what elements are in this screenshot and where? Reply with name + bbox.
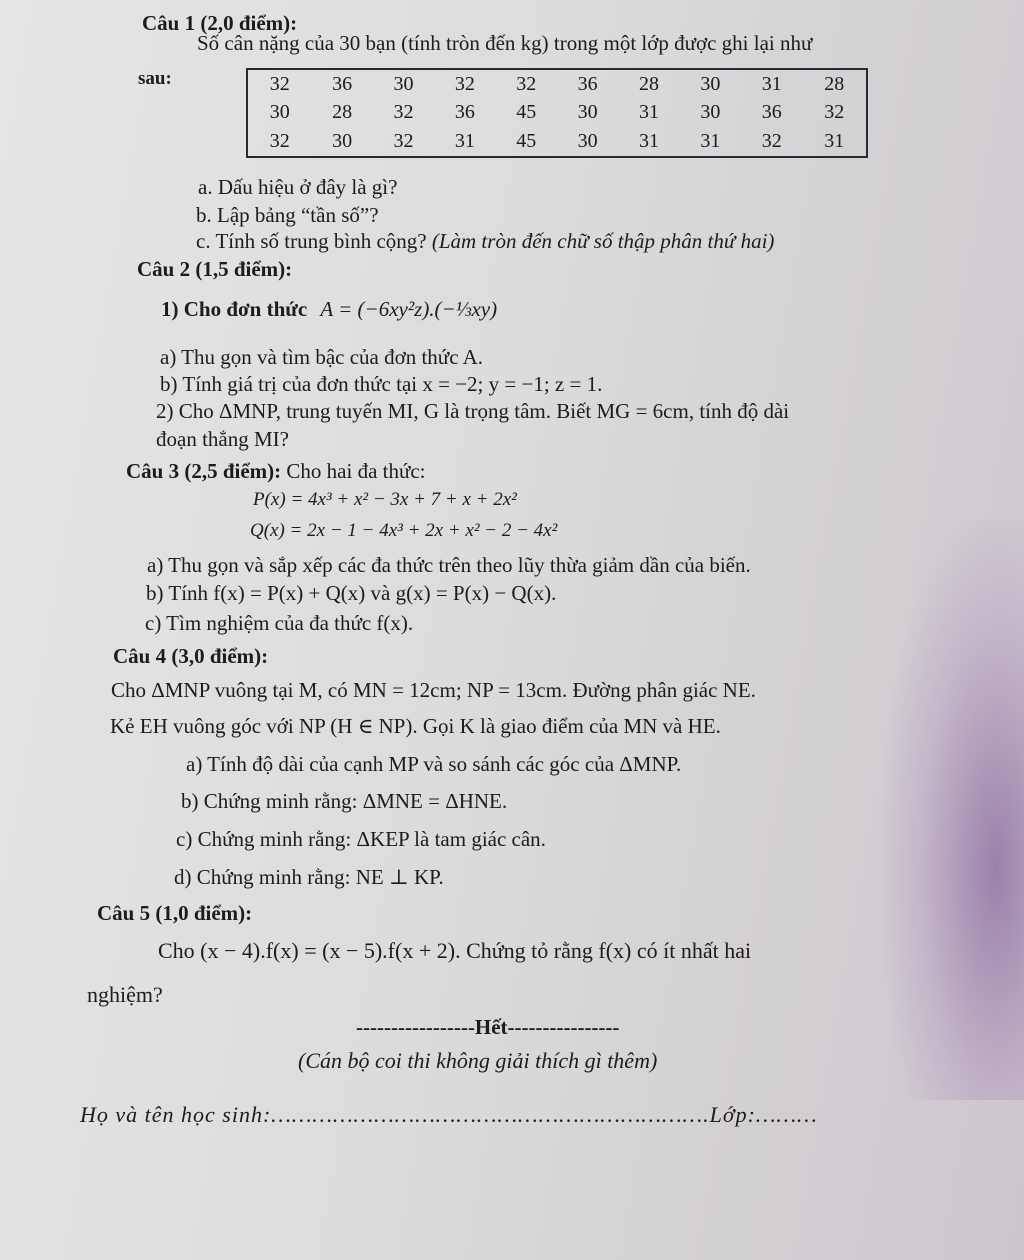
q4-title: Câu 4 (3,0 điểm): bbox=[113, 644, 269, 668]
table-row bbox=[247, 69, 867, 99]
q2-p1 bbox=[161, 296, 497, 322]
table-cell: 30 bbox=[700, 101, 721, 124]
q1-part-a: a. Dấu hiệu ở đây là gì? bbox=[198, 175, 398, 199]
q5-line1: Cho (x − 4).f(x) = (x − 5).f(x + 2). Chứng tỏ rằng f(x) có ít nhất hai bbox=[158, 938, 752, 963]
q3-poly-Q: Q(x) = 2x − 1 − 4x³ + 2x + x² − 2 − 4x² bbox=[250, 520, 558, 541]
q2-title: Câu 2 (1,5 điểm): bbox=[137, 257, 293, 281]
q3-part-a: a) Thu gọn và sắp xếp các đa thức trên theo lũy thừa giảm dần của biến. bbox=[147, 553, 751, 577]
table-cell: 45 bbox=[516, 101, 537, 124]
q1-intro: Số cân nặng của 30 bạn (tính tròn đến kg) trong một lớp được ghi lại như bbox=[197, 31, 813, 55]
q2-p1-expression: A = (−6xy²z).(−⅓xy) bbox=[320, 297, 498, 321]
q2-part-a: a) Thu gọn và tìm bậc của đơn thức A. bbox=[160, 345, 484, 369]
table-cell: 36 bbox=[577, 72, 598, 95]
table-cell: 30 bbox=[700, 72, 721, 95]
q5-line2: nghiệm? bbox=[87, 982, 163, 1007]
proctor-note: (Cán bộ coi thi không giải thích gì thêm) bbox=[298, 1048, 658, 1073]
table-cell: 28 bbox=[824, 72, 845, 95]
table-cell: 36 bbox=[761, 101, 782, 124]
q4-line1: Cho ΔMNP vuông tại M, có MN = 12cm; NP = 13cm. Đường phân giác NE. bbox=[111, 678, 756, 702]
q4-part-b: b) Chứng minh rằng: ΔMNE = ΔHNE. bbox=[181, 789, 508, 813]
table-cell: 30 bbox=[577, 130, 598, 153]
q4-line2: Kẻ EH vuông góc với NP (H ∈ NP). Gọi K là giao điểm của MN và HE. bbox=[110, 714, 721, 738]
table-cell: 31 bbox=[639, 130, 660, 153]
end-marker: -----------------Hết---------------- bbox=[356, 1015, 620, 1039]
table-cell: 30 bbox=[332, 130, 353, 153]
table-cell: 28 bbox=[639, 72, 660, 95]
student-name-line: Họ và tên học sinh:……………………………………………………….Lớp:……… bbox=[80, 1102, 818, 1127]
table-cell: 28 bbox=[332, 101, 353, 124]
table-cell: 30 bbox=[393, 72, 414, 95]
table-cell: 45 bbox=[516, 130, 537, 153]
q3-heading bbox=[126, 458, 426, 484]
q5-title: Câu 5 (1,0 điểm): bbox=[97, 901, 253, 925]
table-row bbox=[247, 127, 867, 157]
table-cell: 30 bbox=[269, 101, 290, 124]
q2-p2-line2: đoạn thẳng MI? bbox=[156, 427, 289, 451]
table-cell: 32 bbox=[393, 101, 414, 124]
table-cell: 30 bbox=[577, 101, 598, 124]
table-cell: 32 bbox=[393, 130, 414, 153]
q3-part-c: c) Tìm nghiệm của đa thức f(x). bbox=[145, 611, 414, 635]
q1-part-c-note: (Làm tròn đến chữ số thập phân thứ hai) bbox=[431, 229, 775, 253]
q4-part-d: d) Chứng minh rằng: NE ⊥ KP. bbox=[174, 865, 444, 889]
q1-part-b: b. Lập bảng “tần số”? bbox=[196, 203, 379, 227]
table-cell: 32 bbox=[269, 130, 290, 153]
table-cell: 31 bbox=[454, 130, 475, 153]
q1-part-c bbox=[196, 228, 774, 254]
table-cell: 32 bbox=[824, 101, 845, 124]
q2-p2-line1: 2) Cho ΔMNP, trung tuyến MI, G là trọng tâm. Biết MG = 6cm, tính độ dài bbox=[156, 399, 790, 423]
table-row bbox=[247, 99, 867, 128]
q4-part-a: a) Tính độ dài của cạnh MP và so sánh các góc của ΔMNP. bbox=[186, 752, 682, 776]
table-cell: 31 bbox=[761, 72, 782, 95]
table-cell: 31 bbox=[700, 130, 721, 153]
table-cell: 31 bbox=[639, 101, 660, 124]
q2-p1-label: 1) Cho đơn thức bbox=[161, 297, 308, 321]
q3-title-rest: Cho hai đa thức: bbox=[286, 459, 426, 483]
table-cell: 32 bbox=[761, 130, 782, 153]
q3-poly-P: P(x) = 4x³ + x² − 3x + 7 + x + 2x² bbox=[253, 489, 517, 510]
q4-part-c: c) Chứng minh rằng: ΔKEP là tam giác cân. bbox=[176, 827, 546, 851]
shadow-overlay bbox=[884, 520, 1024, 1100]
q1-intro-end: sau: bbox=[138, 68, 172, 89]
q3-part-b: b) Tính f(x) = P(x) + Q(x) và g(x) = P(x) − Q(x). bbox=[146, 581, 557, 605]
table-cell: 31 bbox=[824, 130, 845, 153]
table-cell: 32 bbox=[454, 72, 475, 95]
table-cell: 36 bbox=[454, 101, 475, 124]
q1-title: Câu 1 (2,0 điểm): bbox=[142, 11, 298, 35]
table-cell: 32 bbox=[516, 72, 537, 95]
q1-part-c-text: c. Tính số trung bình cộng? bbox=[196, 229, 427, 253]
table-cell: 36 bbox=[332, 72, 353, 95]
table-cell: 32 bbox=[269, 72, 290, 95]
weight-table bbox=[246, 68, 868, 158]
q2-part-b: b) Tính giá trị của đơn thức tại x = −2; y = −1; z = 1. bbox=[160, 372, 603, 396]
q3-title: Câu 3 (2,5 điểm): bbox=[126, 459, 282, 483]
